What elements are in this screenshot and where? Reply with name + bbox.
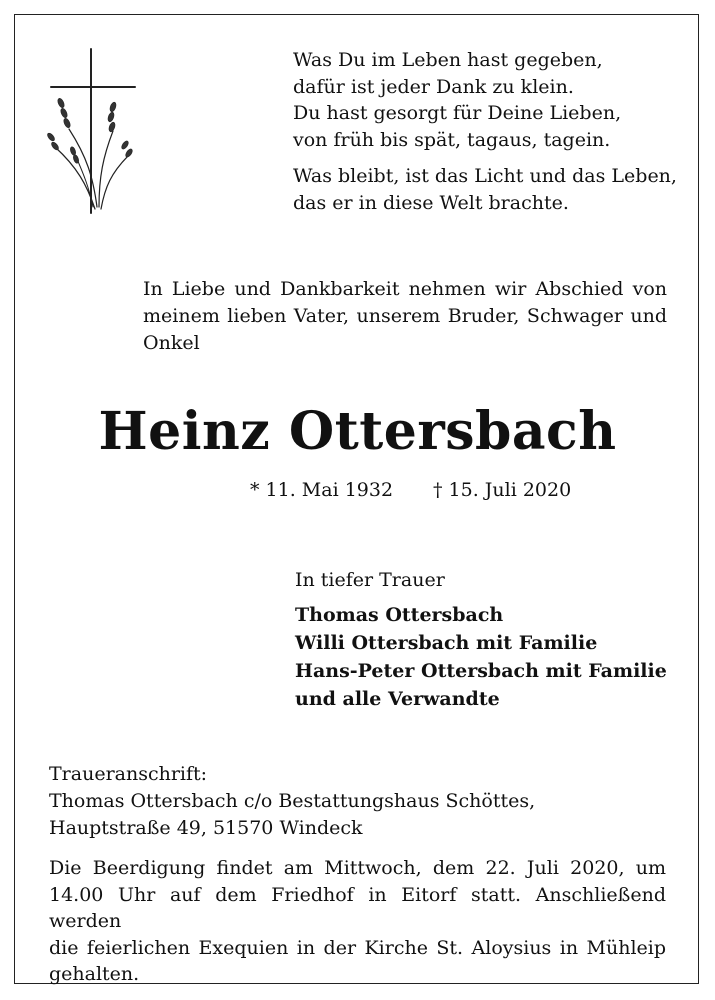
- deceased-name: Heinz Ottersbach: [98, 401, 617, 462]
- mourning-address: [49, 761, 535, 842]
- poem-line: von früh bis spät, tagaus, tagein.: [293, 128, 611, 151]
- mourner-name: und alle Verwandte: [295, 688, 500, 710]
- poem-line: das er in diese Welt brachte.: [293, 191, 569, 214]
- mourner-name: Thomas Ottersbach: [295, 604, 504, 626]
- poem-line: Was bleibt, ist das Licht und das Leben,: [293, 165, 677, 187]
- farewell-intro: [143, 276, 667, 357]
- obituary-frame: [14, 14, 699, 984]
- funeral-line: gehalten.: [49, 963, 140, 985]
- intro-line: meinem lieben Vater, unserem Bruder, Schwager und: [143, 305, 667, 327]
- address-line: Hauptstraße 49, 51570 Windeck: [49, 817, 363, 839]
- poem-line: dafür ist jeder Dank zu klein.: [293, 75, 574, 98]
- cross-with-wheat-icon: [47, 47, 139, 215]
- intro-line: In Liebe und Dankbarkeit nehmen wir Abschied von: [143, 278, 667, 300]
- poem-line: Was Du im Leben hast gegeben,: [293, 49, 603, 71]
- mourner-name: Hans-Peter Ottersbach mit Familie: [295, 660, 667, 682]
- intro-line: Onkel: [143, 332, 200, 354]
- poem: [293, 47, 677, 226]
- funeral-line: Die Beerdigung findet am Mittwoch, dem 22. Juli 2020, um: [49, 857, 666, 879]
- mourners-lead: In tiefer Trauer: [295, 569, 445, 591]
- address-line: Thomas Ottersbach c/o Bestattungshaus Schöttes,: [49, 790, 536, 812]
- address-label: Traueranschrift:: [49, 763, 208, 785]
- funeral-notice: [49, 855, 666, 988]
- funeral-line: die feierlichen Exequien in der Kirche St. Aloysius in Mühleip: [49, 936, 666, 959]
- mourner-name: Willi Ottersbach mit Familie: [295, 632, 598, 654]
- poem-line: Du hast gesorgt für Deine Lieben,: [293, 102, 622, 124]
- poem-stanza: [293, 163, 677, 216]
- death-date: † 15. Juli 2020: [433, 479, 572, 501]
- birth-date: * 11. Mai 1932: [250, 479, 394, 501]
- funeral-line: 14.00 Uhr auf dem Friedhof in Eitorf statt. Anschließend werden: [49, 883, 666, 932]
- mourners-block: [295, 566, 667, 713]
- poem-stanza: [293, 47, 677, 153]
